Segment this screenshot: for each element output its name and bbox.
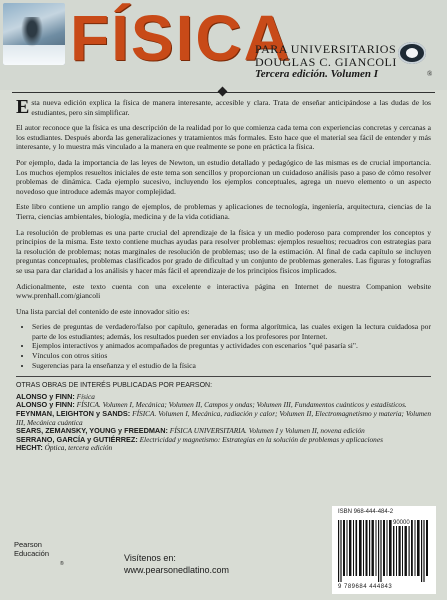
feature-item: • Sugerencias para la enseñanza y el estudio de la física — [32, 361, 431, 371]
section-divider — [16, 376, 431, 377]
visit-url[interactable]: www.pearsonedlatino.com — [124, 565, 230, 575]
registered-mark: ® — [427, 70, 433, 78]
other-work-titles: FÍSICA UNIVERSITARIA. Volumen I y Volumen II, novena edición — [169, 426, 365, 436]
website-block — [124, 552, 229, 576]
other-work-titles: Física — [76, 391, 95, 401]
other-work-titles: FÍSICA. Volumen I, Mecánica, radiación y calor; Volumen II, Electromagnetismo y materia; Volumen III, Mecánica cuántica — [16, 409, 431, 427]
feature-item: • Series de preguntas de verdadero/falso por capítulo, generadas en forma algorítmica, las cuales exigen la lectura cuidadosa por parte de los estudiantes; además, los resultados pueden ser enviados a los profesores por Internet. — [32, 322, 431, 341]
circular-emblem-icon — [398, 42, 426, 64]
photo-skier — [21, 17, 43, 47]
photo-snow — [3, 45, 65, 65]
description-body — [16, 98, 431, 453]
header — [0, 0, 447, 90]
paragraph-6: Una lista parcial del contenido de este innovador sitio es: — [16, 306, 190, 316]
subtitle-1: PARA UNIVERSITARIOS — [255, 42, 397, 56]
paragraph-4: La resolución de problemas es una parte crucial del aprendizaje de la física y un medio poderoso para comprender los conceptos y principios de la misma. Este texto contiene muchas ayudas para resolver problemas: ejemplos resueltos; recuadros con estrategias para la resolución de problemas; notas marginales de resolución de problemas; uso de la estimación. Al final de cada capítulo se incluyen preguntas conceptuales, problemas clasificados por grado de dificultad y un conjunto de problemas generales. Las figuras y fotografías se usa para dar claridad a los análisis y hacer más fácil el aprendizaje de los principios físicos implicados. — [16, 227, 431, 275]
cover-photo — [3, 3, 65, 65]
price-code: 90000 — [393, 520, 410, 526]
paragraph-5: Adicionalmente, este texto cuenta con una excelente e interactiva página en Internet de nuestra Companion website www.prenhall.com/giancoli — [16, 281, 431, 301]
other-work-authors: ALONSO y FINN: — [16, 400, 75, 410]
other-work-item — [16, 410, 431, 427]
paragraph-3: Este libro contiene un amplio rango de ejemplos, de problemas y aplicaciones de tecnología, ingeniería, arquitectura, ciencias de la Tierra, ciencias ambientales, biología, medicina y de la vida cotidiana. — [16, 202, 431, 221]
other-work-titles: FÍSICA. Volumen I, Mecánica; Volumen II, Campos y ondas; Volumen III, Fundamentos cuánticos y estadísticos. — [76, 400, 407, 410]
other-work-authors: SERRANO, GARCÍA y GUTIÉRREZ: — [16, 434, 138, 444]
barcode-icon — [338, 520, 430, 582]
feature-list — [16, 322, 431, 370]
paragraph-1: El autor reconoce que la física es una descripción de la realidad por lo que comienza cada tema con experiencias concretas y cercanas a los estudiantes. Después aborda las generalizaciones y tratamientos más formales. Esto hace que el material sea fácil de entender y más interesante, y lo muestra más vinculado a la manera en que realmente se pone en práctica la física. — [16, 123, 431, 152]
other-work-titles: Electricidad y magnetismo: Estrategias en la solución de problemas y aplicaciones — [139, 434, 383, 444]
other-work-authors: HECHT: — [16, 443, 43, 453]
publisher-line-1: Pearson — [14, 540, 42, 549]
barcode-number: 9 789684 444843 — [338, 584, 393, 590]
feature-item: • Vínculos con otros sitios — [32, 351, 431, 361]
visit-label: Visítenos en: — [124, 553, 176, 563]
other-works-list — [16, 393, 431, 453]
other-work-authors: FEYNMAN, LEIGHTON y SANDS: — [16, 409, 131, 419]
other-works-heading: OTRAS OBRAS DE INTERÉS PUBLICADAS POR PEARSON: — [16, 382, 213, 390]
publisher-line-2: Educación — [14, 549, 50, 558]
isbn-label: ISBN 968-444-484-2 — [338, 509, 394, 515]
other-work-titles: Óptica, tercera edición — [44, 443, 113, 453]
intro-paragraph: Esta nueva edición explica la física de manera interesante, accesible y clara. Trata de enseñar anticipándose a las dudas de los estudiantes, pero sin simplificar. — [16, 96, 431, 118]
other-work-authors: ALONSO y FINN: — [16, 391, 75, 401]
registered-mark: ® — [60, 561, 64, 567]
paragraph-2: Por ejemplo, dada la importancia de las leyes de Newton, un estudio detallado y pedagógico de las mismas es de crucial importancia. Los muchos ejemplos resueltos iniciales de este tema son sencillos y proporcionan un cuidadoso análisis paso a paso de cómo resolver problemas de dinámica. Cada ejemplo sucesivo, incluyendo los ejemplos conceptuales, agrega un nuevo elemento o un aspecto novedoso que introduce además mayor complejidad. — [16, 157, 431, 196]
other-work-authors: SEARS, ZEMANSKY, YOUNG y FREEDMAN: — [16, 426, 168, 436]
feature-item: • Ejemplos interactivos y animados acompañados de preguntas y actividades con escenarios "qué pasaría si". — [32, 341, 431, 351]
publisher-logo — [14, 540, 64, 568]
other-work-item — [16, 444, 431, 453]
author-name: DOUGLAS C. GIANCOLI — [255, 55, 397, 69]
edition-label: Tercera edición. Volumen I — [255, 68, 379, 80]
book-title: FÍSICA — [70, 2, 292, 74]
barcode-block — [332, 506, 436, 594]
